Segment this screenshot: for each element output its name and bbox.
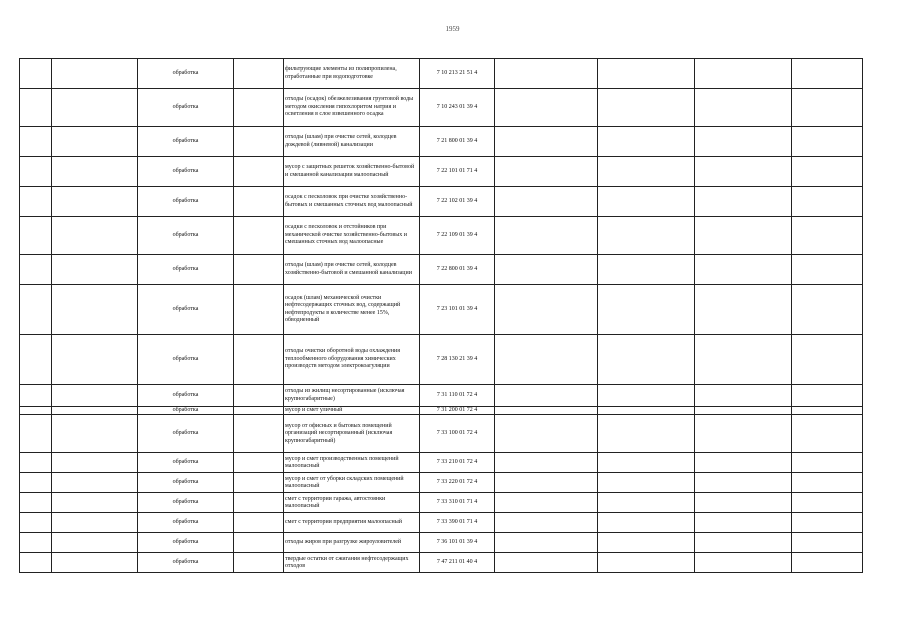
fkko-code-cell: 7 28 130 21 39 4 xyxy=(420,335,495,385)
empty-cell xyxy=(495,285,598,335)
empty-cell xyxy=(695,59,792,89)
empty-cell xyxy=(695,453,792,473)
empty-cell xyxy=(495,59,598,89)
table-row xyxy=(20,157,863,187)
empty-cell xyxy=(598,157,695,187)
fkko-code-cell: 7 10 213 21 51 4 xyxy=(420,59,495,89)
empty-cell xyxy=(20,513,52,533)
waste-name-cell: отходы очистки оборотной воды охлаждения теплообменного оборудования химических производств методом электрокоагуляции xyxy=(284,335,420,385)
empty-cell xyxy=(695,335,792,385)
empty-cell xyxy=(495,157,598,187)
empty-cell xyxy=(695,157,792,187)
empty-cell xyxy=(52,157,138,187)
fkko-code-cell: 7 10 243 01 39 4 xyxy=(420,89,495,127)
empty-cell xyxy=(695,89,792,127)
empty-cell xyxy=(695,217,792,255)
empty-cell xyxy=(20,157,52,187)
empty-cell xyxy=(695,415,792,453)
table-row xyxy=(20,127,863,157)
empty-cell xyxy=(792,513,863,533)
empty-cell xyxy=(792,255,863,285)
empty-cell xyxy=(695,385,792,407)
operation-cell: обработка xyxy=(138,187,234,217)
table-row xyxy=(20,187,863,217)
empty-cell xyxy=(52,513,138,533)
empty-cell xyxy=(495,385,598,407)
empty-cell xyxy=(792,89,863,127)
waste-name-cell: отходы из жилищ несортированные (исключая крупногабаритные) xyxy=(284,385,420,407)
empty-cell xyxy=(234,453,284,473)
table-row xyxy=(20,415,863,453)
empty-cell xyxy=(495,553,598,573)
empty-cell xyxy=(234,89,284,127)
empty-cell xyxy=(20,453,52,473)
empty-cell xyxy=(792,335,863,385)
waste-name-cell: отходы (шлам) при очистке сетей, колодцев хозяйственно-бытовой и смешанной канализации xyxy=(284,255,420,285)
empty-cell xyxy=(234,473,284,493)
empty-cell xyxy=(495,493,598,513)
empty-cell xyxy=(52,187,138,217)
waste-name-cell: смет с территории гаража, автостоянки малоопасный xyxy=(284,493,420,513)
waste-name-cell: отходы (шлам) при очистке сетей, колодцев дождевой (ливневой) канализации xyxy=(284,127,420,157)
table-row xyxy=(20,473,863,493)
table-row xyxy=(20,513,863,533)
empty-cell xyxy=(598,285,695,335)
empty-cell xyxy=(52,217,138,255)
operation-cell: обработка xyxy=(138,127,234,157)
empty-cell xyxy=(792,553,863,573)
waste-name-cell: мусор с защитных решеток хозяйственно-бытовой и смешанной канализации малоопасный xyxy=(284,157,420,187)
fkko-code-cell: 7 31 200 01 72 4 xyxy=(420,407,495,415)
fkko-code-cell: 7 33 310 01 71 4 xyxy=(420,493,495,513)
empty-cell xyxy=(20,385,52,407)
empty-cell xyxy=(234,127,284,157)
empty-cell xyxy=(234,493,284,513)
operation-cell: обработка xyxy=(138,59,234,89)
table-row xyxy=(20,407,863,415)
empty-cell xyxy=(495,415,598,453)
waste-name-cell: мусор и смет производственных помещений малоопасный xyxy=(284,453,420,473)
operation-cell: обработка xyxy=(138,473,234,493)
empty-cell xyxy=(792,533,863,553)
operation-cell: обработка xyxy=(138,407,234,415)
empty-cell xyxy=(695,187,792,217)
empty-cell xyxy=(598,473,695,493)
empty-cell xyxy=(20,553,52,573)
empty-cell xyxy=(495,533,598,553)
empty-cell xyxy=(695,127,792,157)
empty-cell xyxy=(52,407,138,415)
empty-cell xyxy=(495,407,598,415)
empty-cell xyxy=(598,493,695,513)
empty-cell xyxy=(52,385,138,407)
operation-cell: обработка xyxy=(138,513,234,533)
empty-cell xyxy=(495,335,598,385)
empty-cell xyxy=(52,473,138,493)
empty-cell xyxy=(695,407,792,415)
table-row xyxy=(20,285,863,335)
empty-cell xyxy=(20,407,52,415)
operation-cell: обработка xyxy=(138,453,234,473)
fkko-code-cell: 7 36 101 01 39 4 xyxy=(420,533,495,553)
empty-cell xyxy=(20,473,52,493)
empty-cell xyxy=(598,217,695,255)
empty-cell xyxy=(234,59,284,89)
empty-cell xyxy=(20,285,52,335)
empty-cell xyxy=(20,127,52,157)
table-row xyxy=(20,533,863,553)
empty-cell xyxy=(52,493,138,513)
empty-cell xyxy=(234,513,284,533)
empty-cell xyxy=(495,255,598,285)
table-row xyxy=(20,453,863,473)
table-row xyxy=(20,493,863,513)
empty-cell xyxy=(695,255,792,285)
empty-cell xyxy=(598,513,695,533)
operation-cell: обработка xyxy=(138,493,234,513)
empty-cell xyxy=(20,187,52,217)
empty-cell xyxy=(495,127,598,157)
empty-cell xyxy=(20,533,52,553)
waste-name-cell: фильтрующие элементы из полипропилена, отработанные при водоподготовке xyxy=(284,59,420,89)
empty-cell xyxy=(52,533,138,553)
empty-cell xyxy=(52,59,138,89)
empty-cell xyxy=(598,407,695,415)
empty-cell xyxy=(234,407,284,415)
empty-cell xyxy=(695,533,792,553)
empty-cell xyxy=(20,255,52,285)
fkko-code-cell: 7 33 210 01 72 4 xyxy=(420,453,495,473)
empty-cell xyxy=(234,187,284,217)
fkko-code-cell: 7 47 211 01 40 4 xyxy=(420,553,495,573)
fkko-code-cell: 7 22 102 01 39 4 xyxy=(420,187,495,217)
waste-name-cell: мусор от офисных и бытовых помещений организаций несортированный (исключая крупногабаритный) xyxy=(284,415,420,453)
empty-cell xyxy=(598,385,695,407)
table-row xyxy=(20,217,863,255)
empty-cell xyxy=(52,553,138,573)
empty-cell xyxy=(695,553,792,573)
operation-cell: обработка xyxy=(138,385,234,407)
waste-name-cell: отходы жиров при разгрузке жироуловителей xyxy=(284,533,420,553)
empty-cell xyxy=(52,285,138,335)
empty-cell xyxy=(234,553,284,573)
waste-name-cell: осадок (шлам) механической очистки нефтесодержащих сточных вод, содержащий нефтепродукты в количестве менее 15%, обводненный xyxy=(284,285,420,335)
empty-cell xyxy=(598,553,695,573)
waste-name-cell: осадки с песколовок и отстойников при механической очистке хозяйственно-бытовых и смешанных сточных вод малоопасные xyxy=(284,217,420,255)
empty-cell xyxy=(52,89,138,127)
table-row xyxy=(20,255,863,285)
empty-cell xyxy=(495,89,598,127)
empty-cell xyxy=(234,217,284,255)
empty-cell xyxy=(792,473,863,493)
operation-cell: обработка xyxy=(138,533,234,553)
table-row xyxy=(20,335,863,385)
fkko-code-cell: 7 22 800 01 39 4 xyxy=(420,255,495,285)
empty-cell xyxy=(598,415,695,453)
waste-name-cell: смет с территории предприятия малоопасный xyxy=(284,513,420,533)
operation-cell: обработка xyxy=(138,157,234,187)
operation-cell: обработка xyxy=(138,217,234,255)
empty-cell xyxy=(695,513,792,533)
table-row xyxy=(20,385,863,407)
operation-cell: обработка xyxy=(138,285,234,335)
fkko-code-cell: 7 21 800 01 39 4 xyxy=(420,127,495,157)
waste-name-cell: мусор и смет уличный xyxy=(284,407,420,415)
empty-cell xyxy=(792,285,863,335)
empty-cell xyxy=(495,187,598,217)
empty-cell xyxy=(792,187,863,217)
empty-cell xyxy=(598,89,695,127)
empty-cell xyxy=(792,453,863,473)
waste-name-cell: осадок с песколовок при очистке хозяйственно-бытовых и смешанных сточных вод малоопасный xyxy=(284,187,420,217)
empty-cell xyxy=(234,285,284,335)
empty-cell xyxy=(598,335,695,385)
empty-cell xyxy=(598,533,695,553)
page-number: 1959 xyxy=(445,25,460,33)
empty-cell xyxy=(234,335,284,385)
empty-cell xyxy=(695,493,792,513)
empty-cell xyxy=(495,513,598,533)
empty-cell xyxy=(598,187,695,217)
empty-cell xyxy=(792,59,863,89)
empty-cell xyxy=(52,415,138,453)
fkko-code-cell: 7 33 390 01 71 4 xyxy=(420,513,495,533)
operation-cell: обработка xyxy=(138,335,234,385)
empty-cell xyxy=(598,127,695,157)
empty-cell xyxy=(52,453,138,473)
empty-cell xyxy=(234,255,284,285)
empty-cell xyxy=(52,335,138,385)
empty-cell xyxy=(495,473,598,493)
empty-cell xyxy=(598,255,695,285)
waste-table xyxy=(19,58,863,573)
empty-cell xyxy=(792,493,863,513)
empty-cell xyxy=(792,217,863,255)
operation-cell: обработка xyxy=(138,415,234,453)
fkko-code-cell: 7 31 110 01 72 4 xyxy=(420,385,495,407)
empty-cell xyxy=(234,415,284,453)
fkko-code-cell: 7 33 220 01 72 4 xyxy=(420,473,495,493)
operation-cell: обработка xyxy=(138,89,234,127)
empty-cell xyxy=(20,415,52,453)
empty-cell xyxy=(52,127,138,157)
empty-cell xyxy=(52,255,138,285)
waste-name-cell: мусор и смет от уборки складских помещений малоопасный xyxy=(284,473,420,493)
empty-cell xyxy=(20,59,52,89)
empty-cell xyxy=(20,89,52,127)
empty-cell xyxy=(495,217,598,255)
operation-cell: обработка xyxy=(138,553,234,573)
table-row xyxy=(20,59,863,89)
empty-cell xyxy=(792,157,863,187)
waste-name-cell: отходы (осадок) обезжелезивания грунтовой воды методом окисления гипохлоритом натрия и осветления в слое взвешенного осадка xyxy=(284,89,420,127)
waste-name-cell: твердые остатки от сжигания нефтесодержащих отходов xyxy=(284,553,420,573)
empty-cell xyxy=(598,453,695,473)
empty-cell xyxy=(792,385,863,407)
empty-cell xyxy=(20,217,52,255)
empty-cell xyxy=(20,493,52,513)
empty-cell xyxy=(20,335,52,385)
fkko-code-cell: 7 22 101 01 71 4 xyxy=(420,157,495,187)
empty-cell xyxy=(792,127,863,157)
empty-cell xyxy=(792,415,863,453)
table-row xyxy=(20,553,863,573)
empty-cell xyxy=(234,157,284,187)
empty-cell xyxy=(495,453,598,473)
empty-cell xyxy=(234,385,284,407)
empty-cell xyxy=(792,407,863,415)
operation-cell: обработка xyxy=(138,255,234,285)
fkko-code-cell: 7 33 100 01 72 4 xyxy=(420,415,495,453)
empty-cell xyxy=(695,473,792,493)
empty-cell xyxy=(234,533,284,553)
table-row xyxy=(20,89,863,127)
empty-cell xyxy=(695,285,792,335)
fkko-code-cell: 7 23 101 01 39 4 xyxy=(420,285,495,335)
empty-cell xyxy=(598,59,695,89)
fkko-code-cell: 7 22 109 01 39 4 xyxy=(420,217,495,255)
